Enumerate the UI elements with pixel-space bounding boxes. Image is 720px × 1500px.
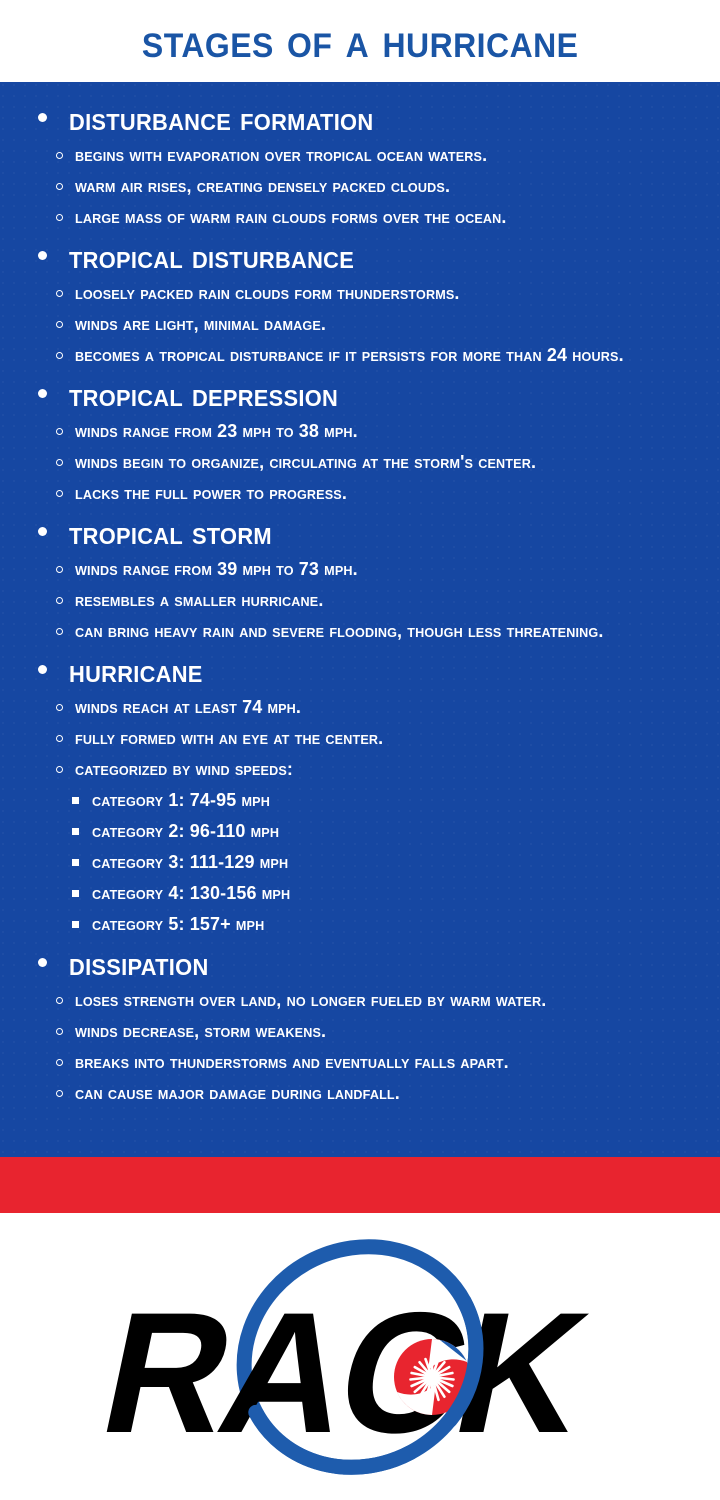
stage-heading [12,941,708,987]
stage-heading [12,648,708,694]
stage-points-list [12,693,708,782]
list-item [56,1048,708,1075]
list-item-label: can bring heavy rain and severe flooding, though less threatening. [75,620,604,641]
stage-title: tropical storm [69,514,272,551]
stage-title: disturbance formation [69,100,374,137]
stage-heading [12,96,708,142]
list-item-label: lacks the full power to progress. [75,482,347,503]
square-bullet-icon [72,797,79,804]
list-item [56,141,708,168]
circle-bullet-icon [56,766,63,773]
stages-panel [0,82,720,1157]
svg-text:RACK: RACK [87,1276,610,1469]
circle-bullet-icon [56,152,63,159]
disc-bullet-icon [38,527,47,536]
list-item-label: winds range from 23 mph to 38 mph. [75,420,358,441]
list-item [56,1017,708,1044]
list-item [56,755,708,782]
stages-list [12,96,708,1106]
logo-wordmark [87,1276,610,1469]
stage-points-list [12,986,708,1106]
stage-title: hurricane [69,652,203,689]
stage-section [12,941,708,1106]
circle-bullet-icon [56,290,63,297]
list-item-label: winds begin to organize, circulating at the storm's center. [75,451,537,472]
category-label: category 5: 157+ mph [92,913,265,934]
list-item-label: winds decrease, storm weakens. [75,1020,327,1041]
circle-bullet-icon [56,490,63,497]
page-title: stages of a hurricane [141,13,579,68]
list-item [56,986,708,1013]
category-label: category 3: 111-129 mph [92,851,289,872]
circle-bullet-icon [56,1090,63,1097]
category-label: category 4: 130-156 mph [92,882,291,903]
circle-bullet-icon [56,321,63,328]
stage-section [12,372,708,506]
list-item [56,448,708,475]
circle-bullet-icon [56,183,63,190]
list-item-label: winds reach at least 74 mph. [75,696,302,717]
list-item-label: becomes a tropical disturbance if it persists for more than 24 hours. [75,344,624,365]
stage-heading [12,510,708,556]
category-list-item [72,817,708,844]
list-item [56,341,708,368]
list-item-label: can cause major damage during landfall. [75,1082,400,1103]
list-item [56,693,708,720]
category-list-item [72,879,708,906]
hurricane-category-list [12,786,708,937]
header-bar [0,0,720,82]
stage-section [12,510,708,644]
circle-bullet-icon [56,566,63,573]
stage-section [12,96,708,230]
list-item-label: resembles a smaller hurricane. [75,589,324,610]
list-item-label: loosely packed rain clouds form thunderstorms. [75,282,460,303]
list-item [56,479,708,506]
disc-bullet-icon [38,665,47,674]
list-item-label: loses strength over land, no longer fueled by warm water. [75,989,547,1010]
list-item [56,724,708,751]
list-item-label: winds are light, minimal damage. [75,313,327,334]
stage-points-list [12,279,708,368]
circle-bullet-icon [56,428,63,435]
list-item-label: warm air rises, creating densely packed clouds. [75,175,451,196]
disc-bullet-icon [38,958,47,967]
circle-bullet-icon [56,735,63,742]
list-item [56,279,708,306]
stage-title: tropical depression [69,376,339,413]
list-item [56,555,708,582]
circle-bullet-icon [56,459,63,466]
stage-section [12,648,708,937]
list-item [56,310,708,337]
circle-bullet-icon [56,352,63,359]
disc-bullet-icon [38,113,47,122]
disc-bullet-icon [38,251,47,260]
stage-points-list [12,417,708,506]
list-item-label: fully formed with an eye at the center. [75,727,384,748]
circle-bullet-icon [56,597,63,604]
square-bullet-icon [72,890,79,897]
circle-bullet-icon [56,997,63,1004]
list-item-label: begins with evaporation over tropical ocean waters. [75,144,488,165]
circle-bullet-icon [56,704,63,711]
list-item-label: winds range from 39 mph to 73 mph. [75,558,358,579]
list-item [56,1079,708,1106]
rack-logo [80,1232,640,1482]
stage-points-list [12,555,708,644]
list-item-label: large mass of warm rain clouds forms over the ocean. [75,206,507,227]
category-label: category 1: 74-95 mph [92,789,270,810]
category-list-item [72,910,708,937]
list-item [56,617,708,644]
stage-points-list [12,141,708,230]
list-item [56,586,708,613]
red-divider-band [0,1157,720,1213]
list-item-label: categorized by wind speeds: [75,758,294,779]
category-list-item [72,786,708,813]
circle-bullet-icon [56,214,63,221]
stage-title: dissipation [69,945,209,982]
stage-section [12,234,708,368]
circle-bullet-icon [56,1028,63,1035]
stage-heading [12,372,708,418]
disc-bullet-icon [38,389,47,398]
square-bullet-icon [72,828,79,835]
category-label: category 2: 96-110 mph [92,820,280,841]
list-item [56,203,708,230]
list-item [56,417,708,444]
square-bullet-icon [72,859,79,866]
circle-bullet-icon [56,1059,63,1066]
category-list-item [72,848,708,875]
list-item [56,172,708,199]
logo-area [0,1213,720,1500]
stage-title: tropical disturbance [69,238,355,275]
circle-bullet-icon [56,628,63,635]
stage-heading [12,234,708,280]
list-item-label: breaks into thunderstorms and eventually falls apart. [75,1051,509,1072]
square-bullet-icon [72,921,79,928]
